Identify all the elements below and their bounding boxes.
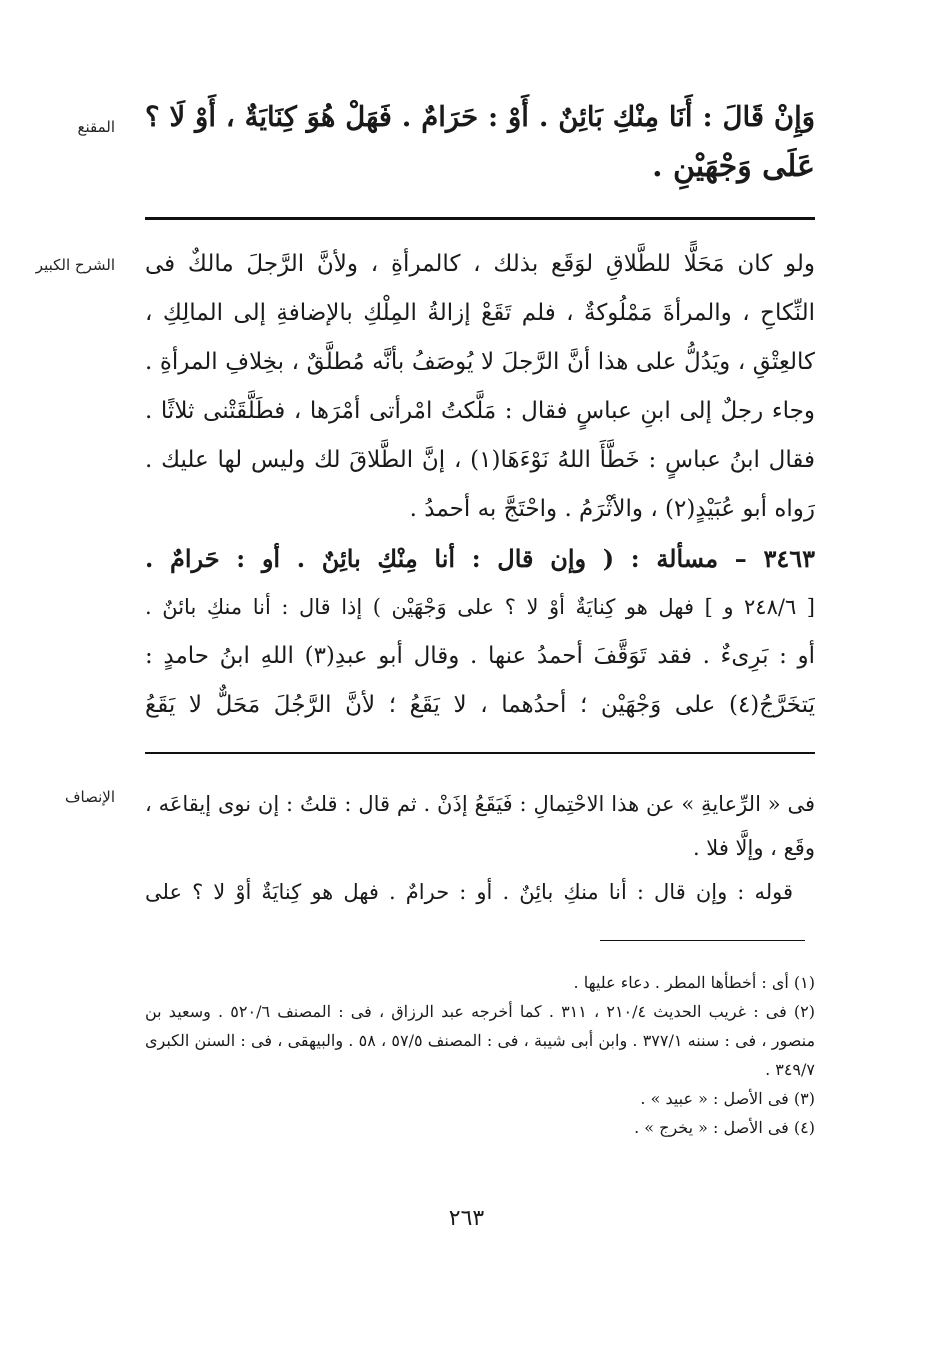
- footnote: (٣) فى الأصل : « عبيد » .: [640, 1089, 815, 1108]
- text-line: النِّكاحِ ، والمرأةَ مَمْلُوكةٌ ، فلم تَقَعْ إزالةُ المِلْكِ بالإضافةِ إلى المالِكِ ،: [145, 300, 815, 326]
- footnote: ٣٤٩/٧ .: [765, 1060, 815, 1079]
- section-label-insaf: الإنصاف: [64, 788, 115, 806]
- text-line: قوله : وإن قال : أنا منكِ بائِنٌ . أو : حرامٌ . فهل هو كِنايَةٌ أوْ لا ؟ على: [145, 880, 793, 904]
- text-line: أو : بَرِىءٌ . فقد تَوَقَّفَ أحمدُ عنها . وقال أبو عبدِ(٣) اللهِ ابنُ حامدٍ :: [145, 643, 815, 669]
- section-divider: [145, 752, 815, 754]
- page-number: ٢٦٣: [448, 1206, 485, 1231]
- text-line: عَلَى وَجْهَيْنِ .: [652, 149, 815, 184]
- text-line: [ ٢٤٨/٦ و ] فهل هو كِنايَةٌ أوْ لا ؟ على وَجْهَيْن ) إذا قال : أنا منكِ بائنٌ .: [145, 595, 815, 619]
- text-line: كالعِتْقِ ، ويَدُلُّ على هذا أنَّ الرَّجلَ لا يُوصَفُ بأنَّه مُطلَّقٌ ، بخِلافِ المرأةِ .: [145, 349, 815, 375]
- footnote: (١) أى : أخطأها المطر . دعاء عليها .: [573, 973, 815, 992]
- text-line: وَإِنْ قَالَ : أَنَا مِنْكِ بَائِنٌ . أَوْ : حَرَامٌ . فَهَلْ هُوَ كِنَايَةٌ ، أَوْ لَا ؟: [145, 101, 815, 133]
- text-line: ولو كان مَحَلًّا للطَّلاقِ لوَقَع بذلك ، كالمرأةِ ، ولأنَّ الرَّجلَ مالكٌ فى: [145, 251, 815, 277]
- text-line: وقَع ، وإلَّا فلا .: [692, 836, 815, 860]
- masala-heading: ٣٤٦٣ – مسألة : ( وإن قال : أنا مِنْكِ بائِنٌ . أو : حَرامٌ .: [145, 544, 815, 573]
- section-label-muqni: المقنع: [77, 118, 115, 136]
- footnotes: [145, 968, 815, 1142]
- section-label-sharh: الشرح الكبير: [35, 256, 115, 274]
- footnote-divider: [600, 940, 805, 941]
- footnote: منصور ، فى : سننه ٣٧٧/١ . وابن أبى شيبة ، فى : المصنف ٥٧/٥ ، ٥٨ . والبيهقى ، فى : السنن الكبرى: [145, 1031, 815, 1050]
- muqni-text: [145, 92, 815, 192]
- text-line: فى « الرِّعايةِ » عن هذا الاحْتِمالِ : فَيَقَعُ إذَنْ . ثم قال : قلتُ : إن نوى إيقاعَه ،: [145, 792, 815, 816]
- insaf-text: [145, 782, 815, 914]
- section-divider-thick: [145, 217, 815, 220]
- footnote: (٢) فى : غريب الحديث ٢١٠/٤ ، ٣١١ . كما أخرجه عبد الرزاق ، فى : المصنف ٥٢٠/٦ . وسعيد بن: [145, 1002, 815, 1021]
- sharh-text: [145, 240, 815, 730]
- footnote: (٤) فى الأصل : « يخرج » .: [634, 1118, 815, 1137]
- text-line: فقال ابنُ عباسٍ : خَطَّأَ اللهُ نَوْءَهَا(١) ، إنَّ الطَّلاقَ لك وليس لها عليك .: [145, 447, 815, 473]
- text-line: يَتخَرَّجُ(٤) على وَجْهَيْن ؛ أحدُهما ، لا يَقَعُ ؛ لأنَّ الرَّجُلَ مَحَلٌّ لا يَقَعُ: [145, 692, 815, 718]
- text-line: وجاء رجلٌ إلى ابنِ عباسٍ فقال : مَلَّكتُ امْرأتى أمْرَها ، فطَلَّقَتْنى ثلاثًا .: [145, 398, 815, 424]
- text-line: رَواه أبو عُبَيْدٍ(٢) ، والأثْرَمُ . واحْتَجَّ به أحمدُ .: [409, 496, 815, 522]
